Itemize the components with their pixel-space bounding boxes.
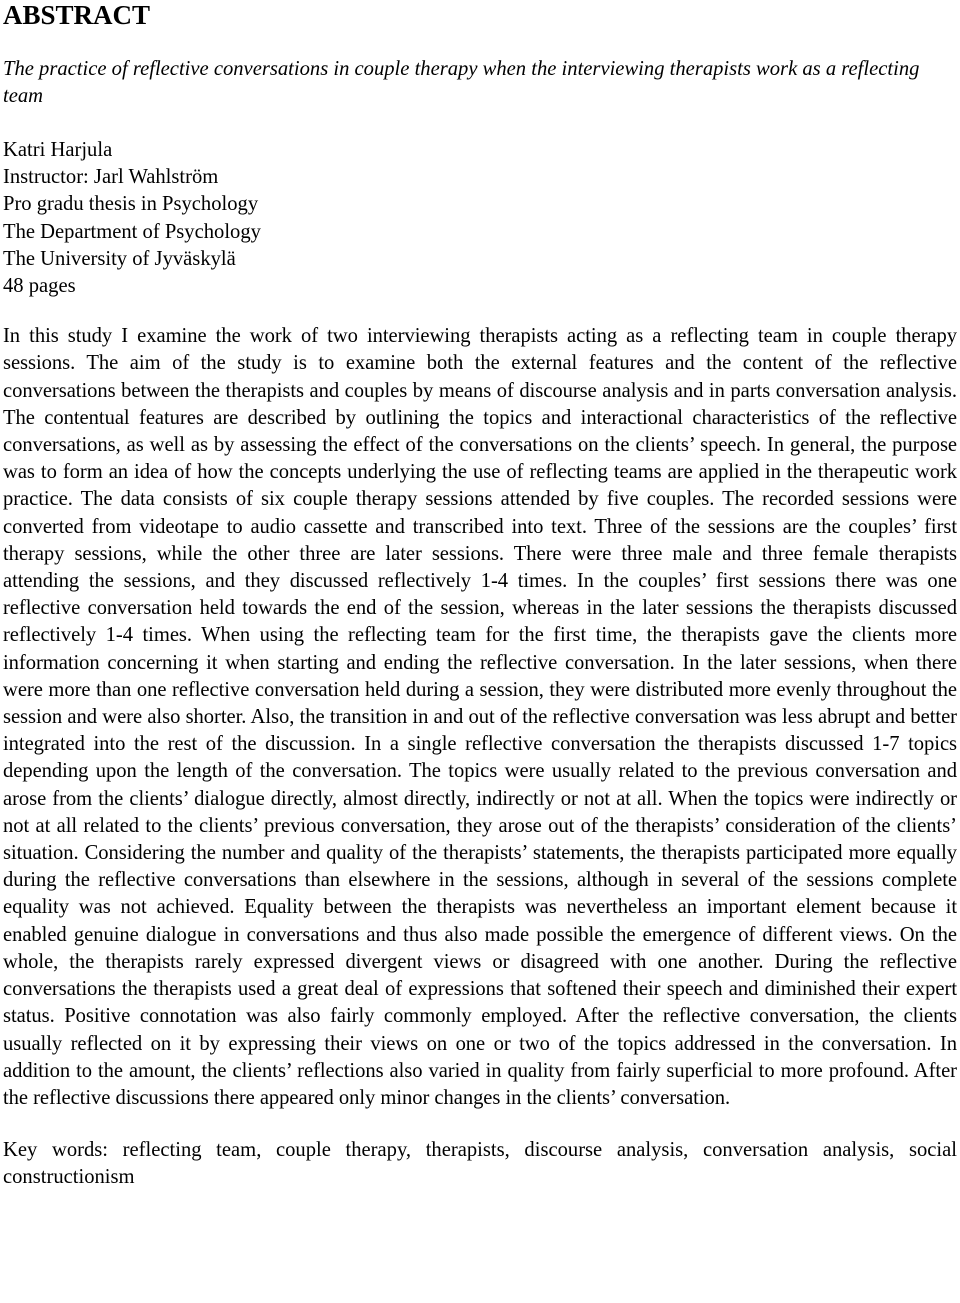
- abstract-heading: ABSTRACT: [3, 0, 151, 30]
- author-name: Katri Harjula: [3, 139, 113, 161]
- university-line: The University of Jyväskylä: [3, 247, 236, 270]
- abstract-body: In this study I examine the work of two interviewing therapists acting as a reflecting team in couple therapy sessions. The aim of the study is to examine both the external features and the content of the reflective conversations between the therapists and couples by means of discourse analysis and in parts conversation analysis. The contentual features are described by outlining the topics and interactional characteristics of the reflective conversations, as well as by assessing the effect of the conversations on the clients’ speech. In general, the purpose was to form an idea of how the concepts underlying the use of reflecting teams are applied in the therapeutic work practice. The data consists of six couple therapy sessions attended by five couples. The recorded sessions were converted from videotape to audio cassette and transcribed into text. Three of the sessions are the couples’ first therapy sessions, while the other three are later sessions. There were three male and three female therapists attending the sessions, and they discussed reflectively 1-4 times. In the couples’ first sessions there was one reflective conversation held towards the end of the session, whereas in the later sessions the therapists discussed reflectively 1-4 times. When using the reflecting team for the first time, the therapists gave the clients more information concerning it when starting and ending the reflective conversation. In the later sessions, when there were more than one reflective conversation held during a session, they were distributed more evenly throughout the session and were also shorter. Also, the transition in and out of the reflective conversation was less abrupt and better integrated into the rest of the discussion. In a single reflective conversation the therapists discussed 1-7 topics depending upon the length of the conversation. The topics were usually related to the previous conversation and arose from the clients’ dialogue directly, almost directly, indirectly or not at all. When the topics were indirectly or not at all related to the clients’ previous conversation, they arose out of the therapists’ consideration of the clients’ situation. Considering the number and quality of the therapists’ statements, the therapists participated more equally during the reflective conversations than elsewhere in the sessions, although in several of the sessions complete equality was not achieved. Equality between the therapists was nevertheless an important element because it enabled genuine dialogue in conversations and thus also made possible the emergence of different views. On the whole, the therapists rarely expressed divergent views or disagreed with one another. During the reflective conversations the therapists used a great deal of expressions that softened their speech and diminished their expert status. Positive connotation was also fairly commonly employed. After the reflective conversation, the clients usually reflected on it by expressing their views on one or two of the topics addressed in the conversation. In addition to the amount, the clients’ reflections also varied in quality from fairly superficial to more profound. After the reflective discussions there appeared only minor changes in the clients’ conversation.: [3, 325, 957, 1109]
- keywords: Key words: reflecting team, couple therapy, therapists, discourse analysis, conversation analysis, social constructionism: [3, 1139, 957, 1189]
- degree-line: Pro gradu thesis in Psychology: [3, 193, 259, 216]
- instructor-line: Instructor: Jarl Wahlström: [3, 166, 219, 189]
- department-line: The Department of Psychology: [3, 220, 261, 243]
- thesis-meta: [3, 137, 957, 300]
- page-count: 48 pages: [3, 275, 76, 298]
- thesis-title: The practice of reflective conversations in couple therapy when the interviewing therapists work as a reflecting team: [3, 58, 920, 107]
